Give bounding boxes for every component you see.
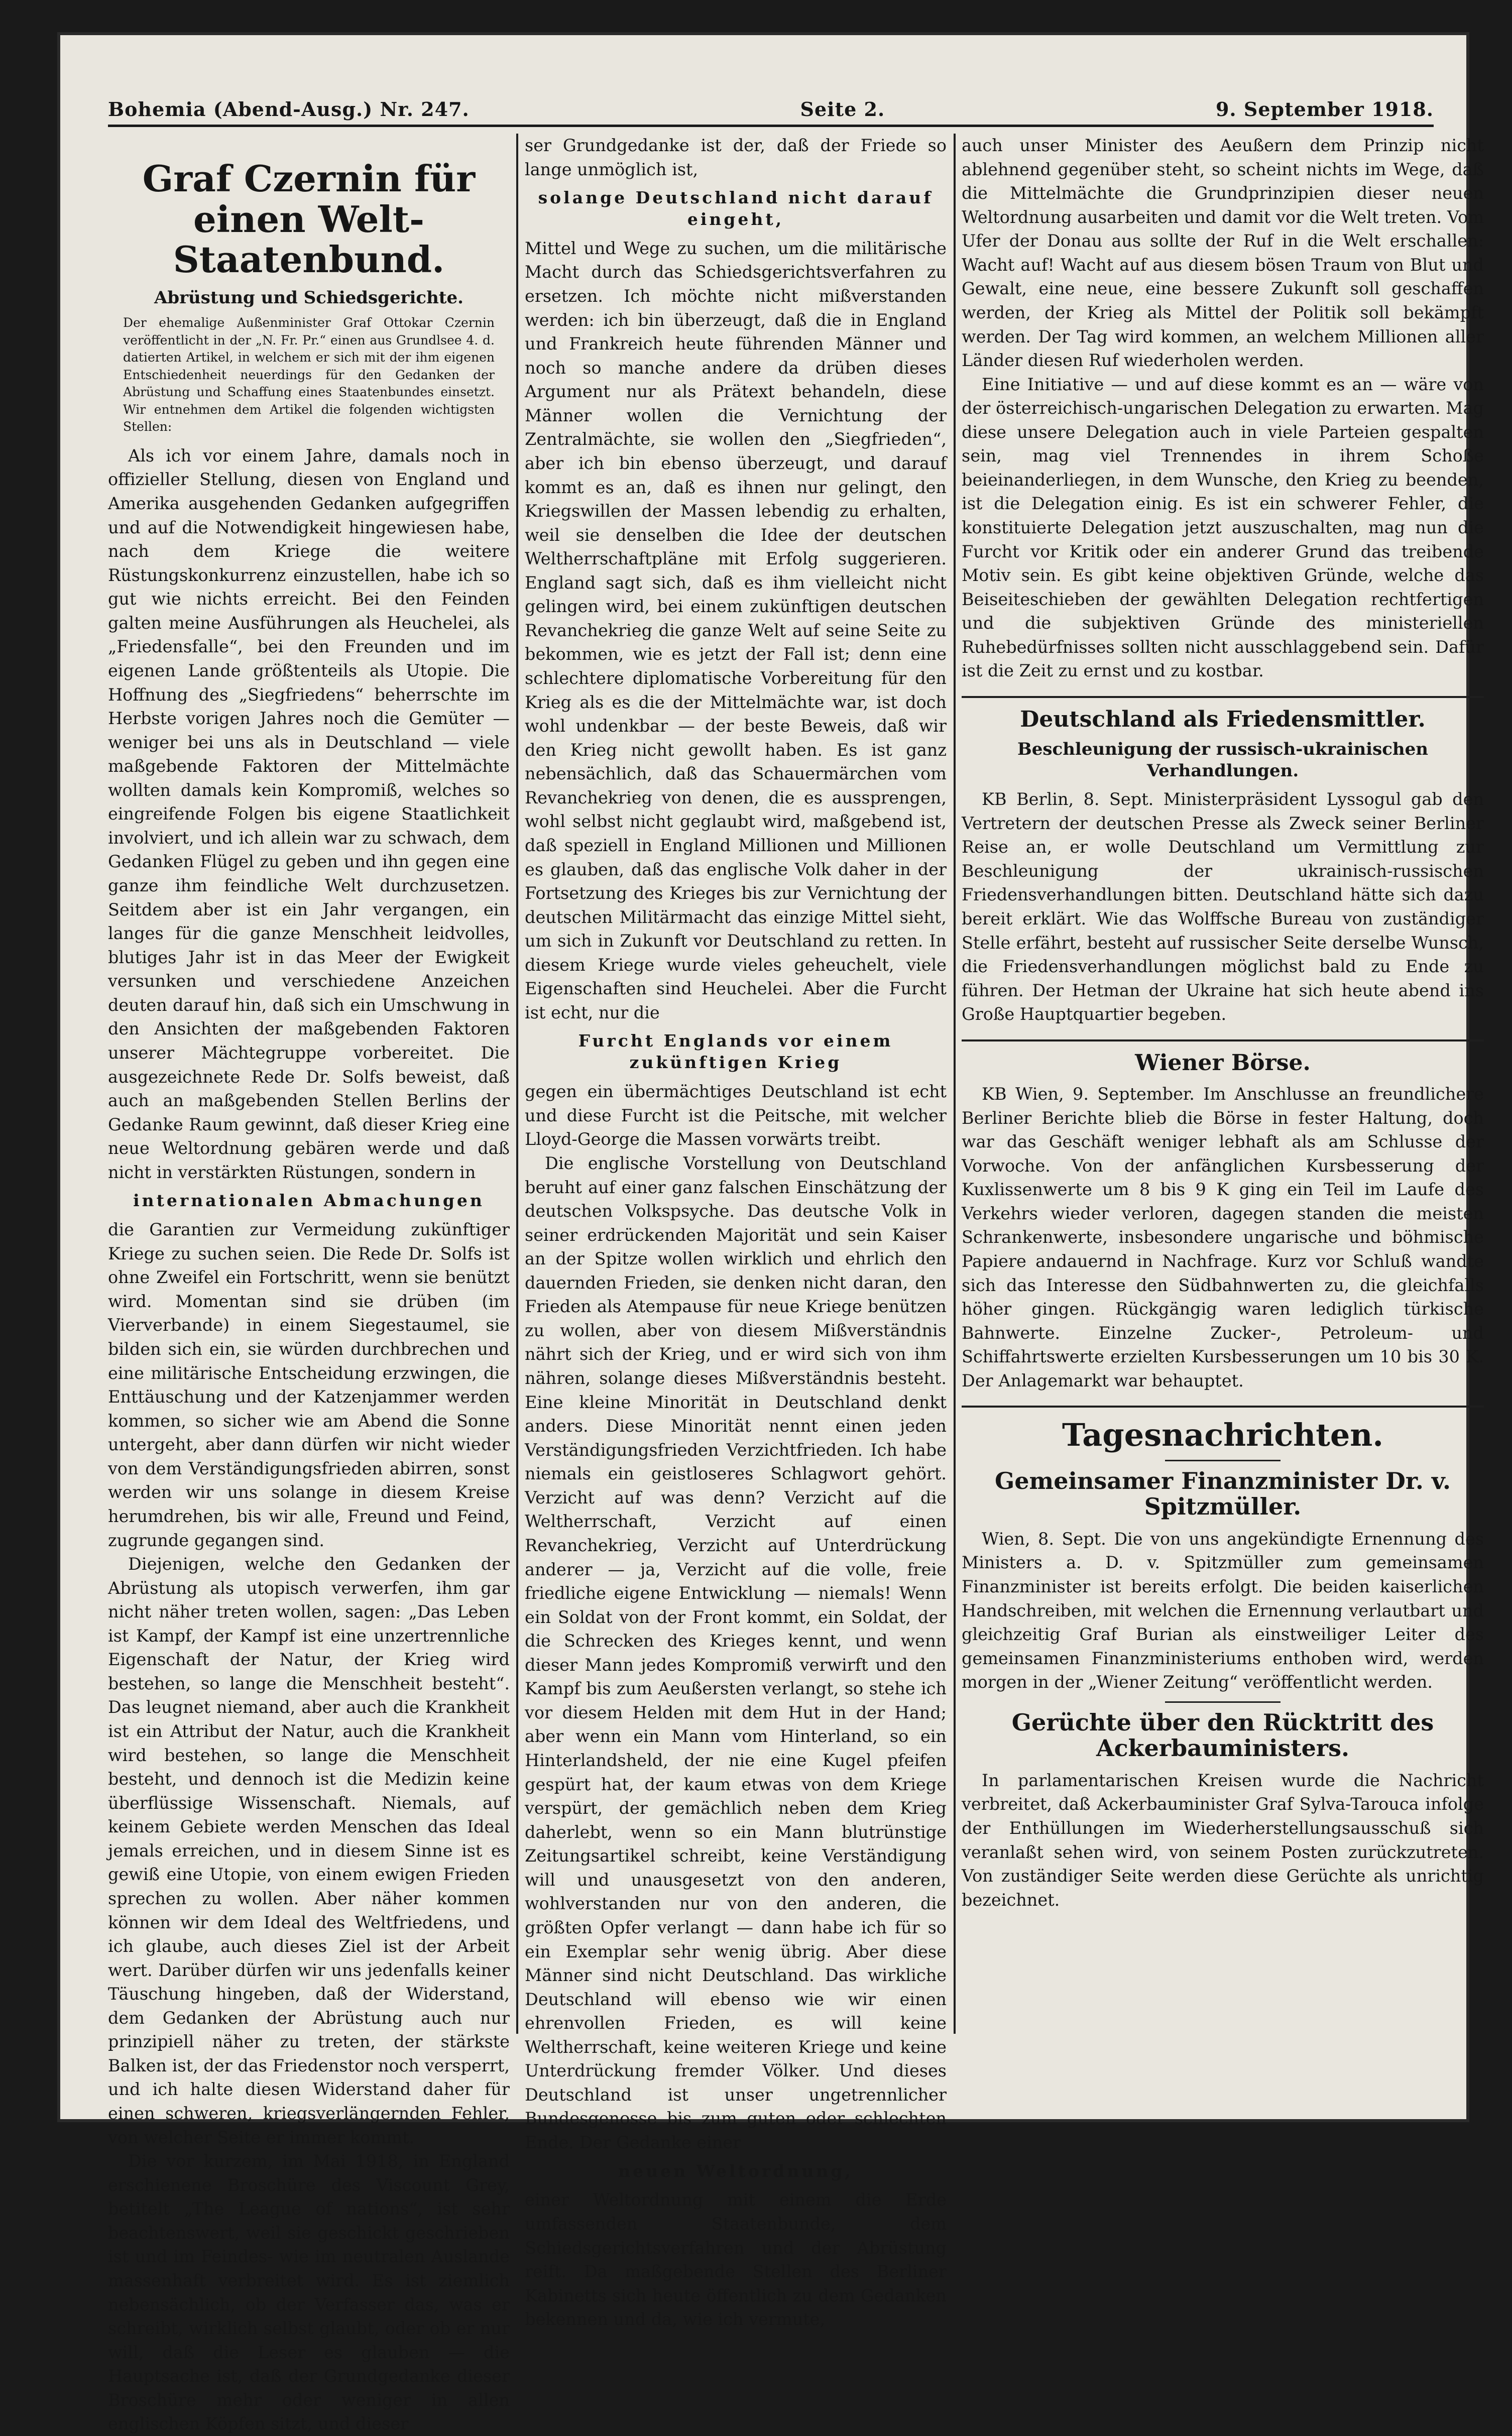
article-subheadline: Abrüstung und Schiedsgerichte. — [154, 287, 463, 308]
header-page-number: Seite 2. — [800, 98, 885, 121]
article-paragraph: Die englische Vorstellung von Deutschland beruht auf einer ganz falschen Einschätzung der deutschen Volkspsyche. Das deutsche Volk in seiner erdrückenden Majorität und sein Kaiser an der Spitze wollen wirklich und ehrlich den dauernden Frieden, sie denken nicht daran, den Frieden als Atempause für neue Kriege benützen zu wollen, aber von diesem Mißverständnis nährt sich der Krieg, und er wird sich von ihm nähren, solange dieses Mißverständnis besteht. Eine kleine Minorität in Deutschland denkt anders. Diese Minorität nennt einen jeden Verständigungsfrieden Verzichtfrieden. Ich habe niemals ein geistloseres Schlagwort gehört. Verzicht auf was denn? Verzicht auf die Weltherrschaft, Verzicht auf einen Revanchekrieg, Verzicht auf Unterdrückung anderer — ja, Verzicht auf die volle, freie friedliche eigene Entwicklung — niemals! Wenn ein Soldat von der Front kommt, ein Soldat, der die Schrecken des Krieges kennt, und wenn dieser Mann jedes Kompromiß verwirft und den Kampf bis zum Aeußersten verlangt, so stehe ich vor diesem Helden mit dem Hut in der Hand; aber wenn ein Mann vom Hinterland, so ein Hinterlandsheld, der nie eine Kugel pfeifen gespürt hat, der kaum etwas von dem Kriege verspürt, der gemächlich neben dem Krieg daherlebt, wenn so ein Mann blutrünstige Zeitungsartikel schreibt, keine Verständigung will und unausgesetzt von den anderen, wohlverstanden nur von den anderen, die größten Opfer verlangt — dann habe ich für so ein Exemplar sehr wenig übrig. Aber diese Männer sind nicht Deutschland. Das wirkliche Deutschland will ebenso wie wir einen ehrenvollen Frieden, es will keine Weltherrschaft, keine weiteren Kriege und keine Unterdrückung fremder Völker. Und dieses Deutschland ist unser ungetrennlicher Bundesgenosse bis zum guten oder schlechten Ende. Der Gedanke einer — [525, 1153, 947, 2152]
article-paragraph: Diejenigen, welche den Gedanken der Abrüstung als utopisch verwerfen, ihm gar nicht näher treten wollen, sagen: „Das Leben ist Kampf, der Kampf ist eine unzertrennliche Eigenschaft der Natur, der Krieg wird bestehen, so lange die Menschheit besteht“. Das leugnet niemand, aber auch die Krankheit ist ein Attribut der Natur, auch die Krankheit wird bestehen, so lange die Menschheit besteht, und dennoch ist die Medizin keine überflüssige Wissenschaft. Niemals, auf keinem Gebiete werden Menschen das Ideal jemals erreichen, und in diesem Sinne ist es gewiß eine Utopie, von einem ewigen Frieden sprechen zu wollen. Aber näher kommen können wir dem Ideal des Weltfriedens, und ich glaube, auch dieses Ziel ist der Arbeit wert. Darüber dürfen wir uns jedenfalls keiner Täuschung hingeben, daß der Widerstand, dem Gedanken der Abrüstung auch nur prinzipiell näher zu treten, der stärkste Balken ist, der das Friedenstor noch versperrt, und ich halte diesen Widerstand daher für einen schweren, kriegsverlängernden Fehler, von welcher Seite er immer kommt. — [108, 1554, 510, 2147]
article-paragraph: Eine Initiative — und auf diese kommt es an — wäre von der österreichisch-ungarischen Delegation zu erwarten. Mag diese unsere Delegation auch in viele Parteien gespalten sein, mag viel Trennendes in ihrem Schoße beieinanderliegen, in dem Wunsche, den Krieg zu beenden, ist die Delegation einig. Es ist ein schwerer Fehler, die konstituierte Delegation jetzt auszuschalten, mag nun die Furcht vor Kritik oder ein anderer Grund das treibende Motiv sein. Es gibt keine objektiven Gründe, welche das Beiseiteschieben der gewählten Delegation rechtfertigen und die subjektiven Gründe des ministeriellen Ruhebedürfnisses sollten nicht ausschlaggebend sein. Dafür ist die Zeit zu ernst und zu kostbar. — [962, 374, 1484, 681]
article-paragraph: Mittel und Wege zu suchen, um die militärische Macht durch das Schiedsgerichtsverfahren zu ersetzen. Ich möchte nicht mißverstanden werden: ich bin überzeugt, daß die in England und Frankreich heute führenden Männer und noch so manche andere da drüben dieses Argument nur als Prätext behandeln, diese Männer wollen die Vernichtung der Zentralmächte, sie wollen den „Siegfrieden“, aber ich bin ebenso überzeugt, und darauf kommt es an, daß es ihnen nur gelingt, den Kriegswillen der Massen lebendig zu erhalten, weil sie denselben die Idee der deutschen Weltherrschaftpläne mit Erfolg suggerieren. England sagt sich, daß es ihm vielleicht nicht gelingen wird, bei einem zukünftigen deutschen Revanchekrieg die ganze Welt auf seine Seite zu bekommen, wie es jetzt der Fall ist; denn eine schlechtere diplomatische Vorbereitung für den Krieg als es die der Mittelmächte war, ist doch wohl undenkbar — der beste Beweis, daß wir den Krieg nicht gewollt haben. Es ist ganz nebensächlich, daß das Schauermärchen vom Revanchekrieg von denen, die es aussprengen, wohl selbst nicht geglaubt wird, maßgebend ist, daß speziell in England Millionen und Millionen es glauben, daß das englische Volk daher in der Fortsetzung des Krieges bis zur Vernichtung der deutschen Militärmacht das einzige Mittel sieht, um sich in Zukunft vor Deutschland zu retten. In diesem Kriege wurde vieles geheuchelt, viele Eigenschaften sind Heuchelei. Aber die Furcht ist echt, nur die — [525, 238, 947, 1022]
section-rule — [962, 1039, 1484, 1041]
page-header — [108, 85, 1434, 127]
column-divider — [954, 134, 956, 2034]
header-date: 9. September 1918. — [1215, 98, 1434, 121]
spaced-phrase: solange Deutschland nicht darauf eingeht, — [538, 188, 934, 229]
header-masthead: Bohemia (Abend-Ausg.) Nr. 247. — [108, 98, 470, 121]
short-rule — [1165, 1701, 1281, 1703]
article-paragraph: KB Berlin, 8. Sept. Ministerpräsident Lyssogul gab den Vertretern der deutschen Presse als Zweck seiner Berliner Reise an, er wolle Deutschland um Vermittlung zur Beschleunigung der ukrainisch-russischen Friedensverhandlungen bitten. Deutschland hätte sich dazu bereit erklärt. Wie das Wolffsche Bureau von zuständiger Stelle erfährt, besteht auf russischer Seite derselbe Wunsch, die Friedensverhandlungen möglichst bald zu Ende zu führen. Der Hetman der Ukraine hat sich heute abend ins Große Hauptquartier begeben. — [962, 789, 1484, 1024]
article-headline-czernin: Graf Czernin für einen Welt-Staatenbund. — [142, 157, 476, 281]
spaced-phrase: Furcht Englands vor einem zukünftigen Krieg — [578, 1031, 893, 1073]
article-paragraph: Die vor kurzem, im Mai 1918, in England erschienene Broschüre des Viscount Grey, betitelt „The League of nations“, ist sehr beachtenswert, weil sie geschickt geschrieben ist und im Feindes- wie im neutralen Auslande massenhaft verbreitet wird. Es ist ziemlich nebensächlich, ob der Verfasser das, was er schreibt, wirklich selbst glaubt, oder ob er nur will, daß die Leser es glauben — die Hauptsache ist, daß der Grundgedanke dieser Broschüre mehr oder weniger in allen englischen Köpfen sitzt, und dieser — [108, 2151, 510, 2434]
column-3 — [962, 134, 1484, 2054]
column-divider — [516, 134, 518, 2034]
article-paragraph: Wien, 8. Sept. Die von uns angekündigte Ernennung des Ministers a. D. v. Spitzmüller zum gemeinsamen Finanzminister ist bereits erfolgt. Die beiden kaiserlichen Handschreiben, mit welchen die Ernennung verlautbart und gleichzeitig Graf Burian als einstweiliger Leiter des gemeinsamen Finanzministeriums enthoben wird, werden morgen in der „Wiener Zeitung“ veröffentlicht werden. — [962, 1529, 1484, 1692]
article-headline-boerse: Wiener Börse. — [1135, 1050, 1311, 1076]
article-paragraph: Als ich vor einem Jahre, damals noch in offizieller Stellung, diesen von England und Amerika ausgehenden Gedanken aufgegriffen und auf die Notwendigkeit hingewiesen habe, nach dem Kriege die weitere Rüstungskonkurrenz einzustellen, habe ich so gut wie nichts erreicht. Bei den Feinden galten meine Ausführungen als Heuchelei, als „Friedensfalle“, bei den Freunden und im eigenen Lande größtenteils als Utopie. Die Hoffnung des „Siegfriedens“ beherrschte im Herbste vorigen Jahres noch die Gemüter — weniger bei uns als in Deutschland — viele maßgebende Faktoren der Mittelmächte wollten damals kein Kompromiß, welches so eingreifende Folgen bis eigene Staatlichkeit involviert, und ich allein war zu schwach, dem Gedanken Flügel zu geben und ihn gegen eine ganze ihm feindliche Welt durchzusetzen. Seitdem aber ist ein Jahr vergangen, ein langes für die ganze Menschheit leidvolles, blutiges Jahr ist in das Meer der Ewigkeit versunken und verschiedene Anzeichen deuten darauf hin, daß sich ein Umschwung in den Ansichten der maßgebenden Faktoren unserer Mächtegruppe vorbereitet. Die ausgezeichnete Rede Dr. Solfs beweist, daß auch an maßgebenden Stellen Berlins der Gedanke Raum gewinnt, daß dieser Krieg eine neue Weltordnung gebären werde und daß nicht in verstärkten Rüstungen, sondern in — [108, 445, 510, 1182]
article-paragraph: die Garantien zur Vermeidung zukünftiger Kriege zu suchen seien. Die Rede Dr. Solfs ist ohne Zweifel ein Fortschritt, wenn sie benützt wird. Momentan sind sie drüben (im Vierverbande) in einem Siegestaumel, sie bilden sich ein, sie würden durchbrechen und eine militärische Entscheidung erzwingen, die Enttäuschung und der Katzenjammer werden kommen, so sicher wie am Abend die Sonne untergeht, aber dann dürfen wir nicht wieder von dem Verständigungsfrieden abirren, sonst werden wir uns solange in diesem Kreise herumdrehen, bis wir alle, Freund und Feind, zugrunde gegangen sind. — [108, 1220, 510, 1550]
section-headline-tagesnachrichten: Tagesnachrichten. — [1062, 1417, 1383, 1454]
article-subheadline: Beschleunigung der russisch-ukrainischen Verhandlungen. — [1017, 739, 1428, 781]
article-headline-finanzminister: Gemeinsamer Finanzminister Dr. v. Spitzmüller. — [994, 1467, 1451, 1521]
article-paragraph: gegen ein übermächtiges Deutschland ist echt und diese Furcht ist die Peitsche, mit welcher Lloyd-George die Massen vorwärts treibt. — [525, 1082, 947, 1149]
article-headline-ackerbauminister: Gerüchte über den Rücktritt des Ackerbauministers. — [1011, 1708, 1434, 1762]
article-headline-friedensmittler: Deutschland als Friedensmittler. — [1020, 706, 1426, 732]
article-paragraph: In parlamentarischen Kreisen wurde die Nachricht verbreitet, daß Ackerbauminister Graf Sylva-Tarouca infolge der Enthüllungen im Wiederherstellungsausschuß sich veranlaßt sehen wird, von seinem Posten zurückzutreten. Von zuständiger Seite werden diese Gerüchte als unrichtig bezeichnet. — [962, 1770, 1484, 1910]
article-paragraph: KB Wien, 9. September. Im Anschlusse an freundlichere Berliner Berichte blieb die Börse in fester Haltung, doch war das Geschäft weniger lebhaft als am Schlusse der Vorwoche. Von der anfänglichen Kursbesserung der Kuxlissenwerte um 8 bis 9 K ging ein Teil im Laufe des Verkehrs wieder verloren, dagegen standen die meisten Schrankenwerte, insbesondere ungarische und böhmische Papiere andauernd in Nachfrage. Kurz vor Schluß wandte sich das Interesse den Südbahnwerten zu, die gleichfalls höher gingen. Rückgängig waren lediglich türkische Bahnwerte. Einzelne Zucker-, Petroleum- und Schiffahrtswerte erzielten Kursbesserungen um 10 bis 30 K. Der Anlagemarkt war behauptet. — [962, 1084, 1484, 1390]
columns — [108, 134, 1484, 2434]
section-rule — [962, 1406, 1484, 1408]
short-rule — [1165, 1460, 1281, 1461]
column-1 — [108, 134, 510, 2434]
article-paragraph: ser Grundgedanke ist der, daß der Friede so lange unmöglich ist, — [525, 136, 947, 179]
article-paragraph: auch unser Minister des Aeußern dem Prinzip nicht ablehnend gegenüber steht, so scheint nichts im Wege, daß die Mittelmächte die Grundprinzipien dieser neuen Weltordnung ausarbeiten und damit vor die Welt treten. Vom Ufer der Donau aus sollte der Ruf in die Welt erschallen: Wacht auf! Wacht auf aus diesem bösen Traum von Blut und Gewalt, eine neue, eine bessere Zukunft soll geschaffen werden, der Krieg als Mittel der Politik soll bekämpft werden. Der Tag wird kommen, an welchem Millionen aller Länder diesen Ruf wiederholen werden. — [962, 136, 1484, 371]
spaced-phrase: internationalen Abmachungen — [133, 1191, 485, 1211]
article-lead: Der ehemalige Außenminister Graf Ottokar Czernin veröffentlicht in der „N. Fr. Pr.“ einen aus Grundlsee 4. d. datierten Artikel, in welchem er sich mit der ihm eigenen Entschiedenheit neuerdings für den Gedanken der Abrüstung und Schaffung eines Staatenbundes einsetzt. Wir entnehmen dem Artikel die folgenden wichtigsten Stellen: — [123, 315, 495, 434]
article-paragraph: einer Weltordnung mit einem die Erde umfassenden Staatenbunde, dem Schiedsgerichtsverfahren und der Abrüstung reift. Da maßgebende Stellen des Berliner Kabinetts sich heute öffentlich zu dem Gedanken bekennen und da, wie ich vermute, — [525, 2190, 947, 2330]
newspaper-page — [60, 35, 1484, 2434]
column-2 — [525, 134, 947, 2330]
section-rule — [962, 696, 1484, 698]
spaced-phrase: neuen Weltordnung, — [618, 2161, 853, 2181]
